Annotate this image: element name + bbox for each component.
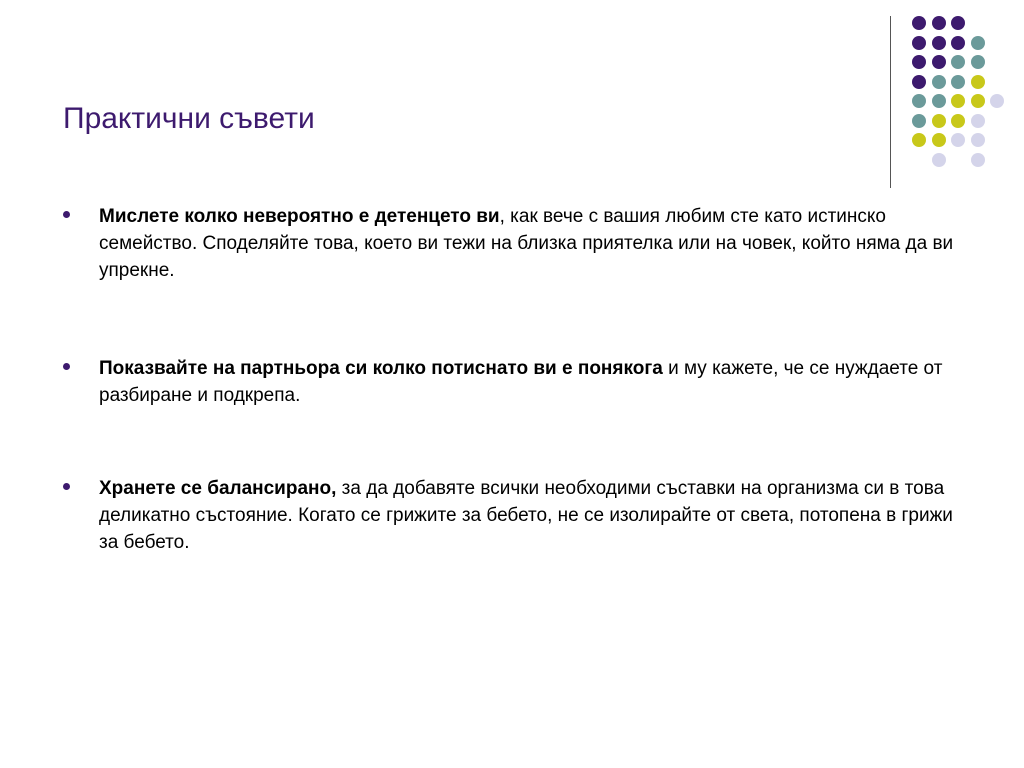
bullet-text-2 <box>99 355 963 409</box>
bullet-text-3 <box>99 475 963 556</box>
bullet-dot-icon <box>63 363 70 370</box>
bullet-body-2: и му кажете, че се нуждаете от разбиране и подкрепа. <box>99 358 943 406</box>
bullet-bold-3: Хранете се балансирано, <box>99 478 337 499</box>
bullet-dot-icon <box>63 483 70 490</box>
bullet-body-1: , как вече с вашия любим сте като истинско семейство. Споделяйте това, което ви тежи на близка приятелка или на човек, който няма да ви упрекне. <box>99 206 954 281</box>
bullet-text-1 <box>99 203 963 284</box>
bullet-dot-icon <box>63 211 70 218</box>
slide-title: Практични съвети <box>63 102 315 135</box>
bullet-body-3: за да добавяте всички необходими съставки на организма си в това деликатно състояние. Когато се грижите за бебето, не се изолирайте от света, потопена в грижи за бебето. <box>99 478 953 553</box>
bullet-bold-2: Показвайте на партньора си колко потиснато ви е понякога <box>99 358 663 379</box>
bullet-bold-1: Мислете колко невероятно е детенцето ви <box>99 206 500 227</box>
